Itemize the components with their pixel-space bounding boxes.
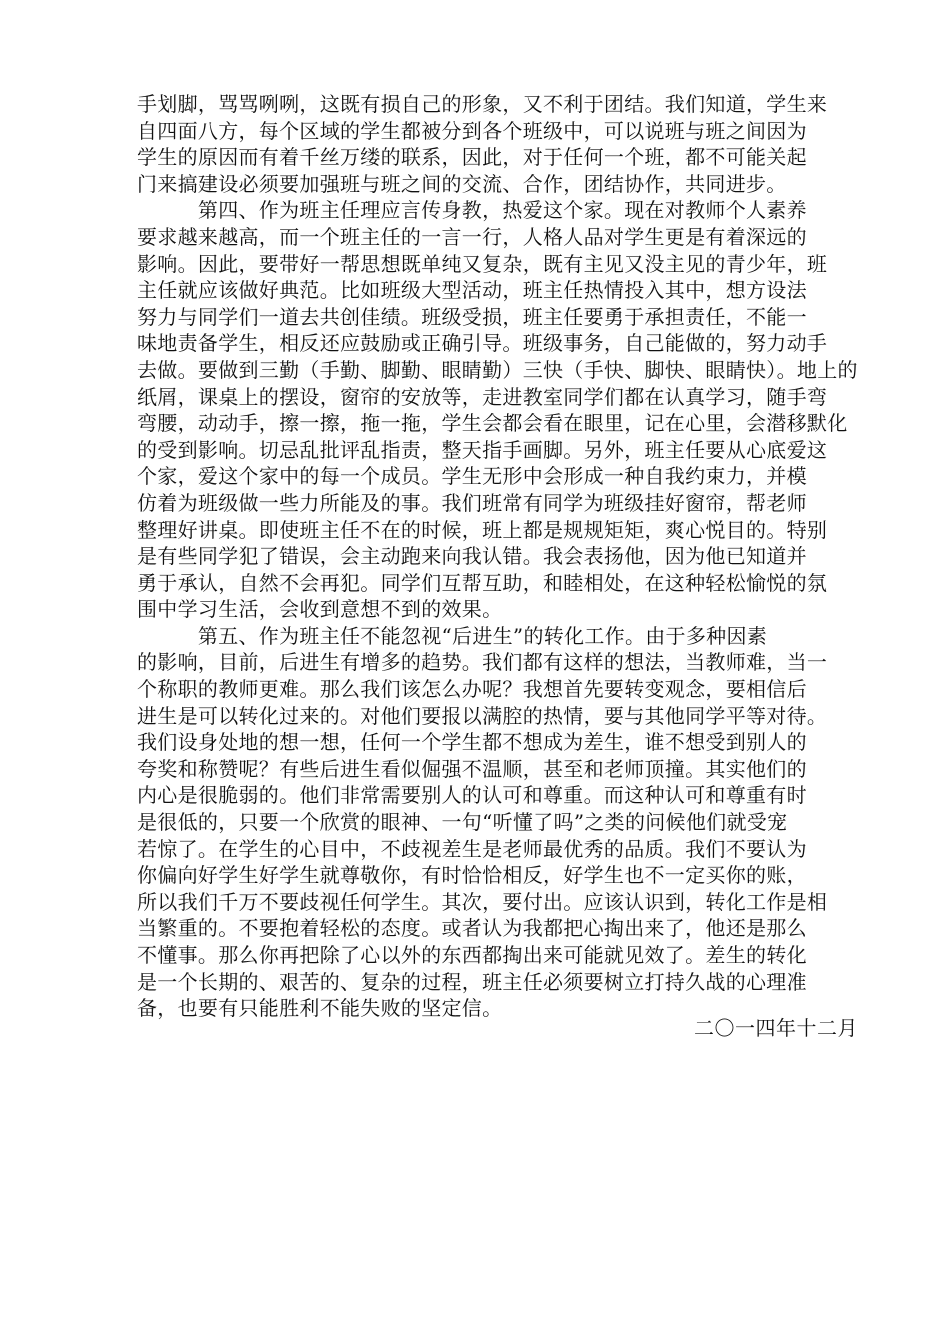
text-line: 是有些同学犯了错误，会主动跑来向我认错。我会表扬他，因为他已知道并 — [137, 544, 807, 569]
text-line: 影响。因此，要带好一帮思想既单纯又复杂，既有主见又没主见的青少年，班 — [137, 251, 828, 276]
text-line: 夸奖和称赞呢？有些后进生看似倔强不温顺，甚至和老师顶撞。其实他们的 — [137, 756, 807, 781]
text-line: 的受到影响。切忌乱批评乱指责，整天指手画脚。另外，班主任要从心底爱这 — [137, 437, 828, 462]
text-line: 若惊了。在学生的心目中，不歧视差生是老师最优秀的品质。我们不要认为 — [137, 836, 807, 861]
text-line: 进生是可以转化过来的。对他们要报以满腔的热情，要与其他同学平等对待。 — [137, 703, 828, 728]
text-line: 第五、作为班主任不能忽视“后进生”的转化工作。由于多种因素 — [137, 623, 768, 648]
document-date: 二〇一四年十二月 — [694, 1016, 858, 1040]
text-line: 第四、作为班主任理应言传身教，热爱这个家。现在对教师个人素养 — [137, 198, 807, 223]
text-line: 味地责备学生，相反还应鼓励或正确引导。班级事务，自己能做的，努力动手 — [137, 331, 828, 356]
text-line: 的影响，目前，后进生有增多的趋势。我们都有这样的想法，当教师难，当一 — [137, 650, 828, 675]
text-line: 我们设身处地的想一想，任何一个学生都不想成为差生，谁不想受到别人的 — [137, 730, 807, 755]
text-line: 所以我们千万不要歧视任何学生。其次，要付出。应该认识到，转化工作是相 — [137, 889, 828, 914]
text-line: 是一个长期的、艰苦的、复杂的过程，班主任必须要树立打持久战的心理准 — [137, 969, 807, 994]
text-line: 要求越来越高，而一个班主任的一言一行，人格人品对学生更是有着深远的 — [137, 224, 807, 249]
text-line: 整理好讲桌。即使班主任不在的时候，班上都是规规矩矩，爽心悦目的。特别 — [137, 517, 828, 542]
text-line: 内心是很脆弱的。他们非常需要别人的认可和尊重。而这种认可和尊重有时 — [137, 783, 807, 808]
text-line: 当繁重的。不要抱着轻松的态度。或者认为我都把心掏出来了，他还是那么 — [137, 916, 807, 941]
text-line: 弯腰，动动手，擦一擦，拖一拖，学生会都会看在眼里，记在心里，会潜移默化 — [137, 411, 848, 436]
text-line: 备，也要有只能胜利不能失败的坚定信。 — [137, 996, 503, 1021]
text-line: 门来搞建设必须要加强班与班之间的交流、合作，团结协作，共同进步。 — [137, 171, 787, 196]
text-line: 仿着为班级做一些力所能及的事。我们班常有同学为班级挂好窗帘，帮老师 — [137, 490, 807, 515]
text-line: 勇于承认，自然不会再犯。同学们互帮互助，和睦相处，在这种轻松愉悦的氛 — [137, 570, 828, 595]
text-line: 学生的原因而有着千丝万缕的联系，因此，对于任何一个班，都不可能关起 — [137, 145, 807, 170]
text-line: 去做。要做到三勤（手勤、脚勤、眼睛勤）三快（手快、脚快、眼睛快）。地上的 — [137, 357, 858, 382]
body-text — [137, 91, 877, 1022]
text-line: 纸屑，课桌上的摆设，窗帘的安放等，走进教室同学们都在认真学习，随手弯 — [137, 384, 828, 409]
text-line: 自四面八方，每个区域的学生都被分到各个班级中，可以说班与班之间因为 — [137, 118, 807, 143]
text-line: 个家，爱这个家中的每一个成员。学生无形中会形成一种自我约束力，并模 — [137, 464, 807, 489]
text-line: 手划脚，骂骂咧咧，这既有损自己的形象，又不利于团结。我们知道，学生来 — [137, 92, 828, 116]
text-line: 个称职的教师更难。那么我们该怎么办呢？我想首先要转变观念，要相信后 — [137, 677, 807, 702]
text-line: 努力与同学们一道去共创佳绩。班级受损，班主任要勇于承担责任，不能一 — [137, 304, 807, 329]
text-line: 围中学习生活，会收到意想不到的效果。 — [137, 597, 503, 622]
text-line: 你偏向好学生好学生就尊敬你，有时恰恰相反，好学生也不一定买你的账， — [137, 863, 807, 888]
text-line: 不懂事。那么你再把除了心以外的东西都掏出来可能就见效了。差生的转化 — [137, 943, 807, 967]
text-line: 主任就应该做好典范。比如班级大型活动，班主任热情投入其中，想方设法 — [137, 278, 807, 303]
text-line: 是很低的，只要一个欣赏的眼神、一句“听懂了吗”之类的问候他们就受宠 — [137, 810, 788, 835]
